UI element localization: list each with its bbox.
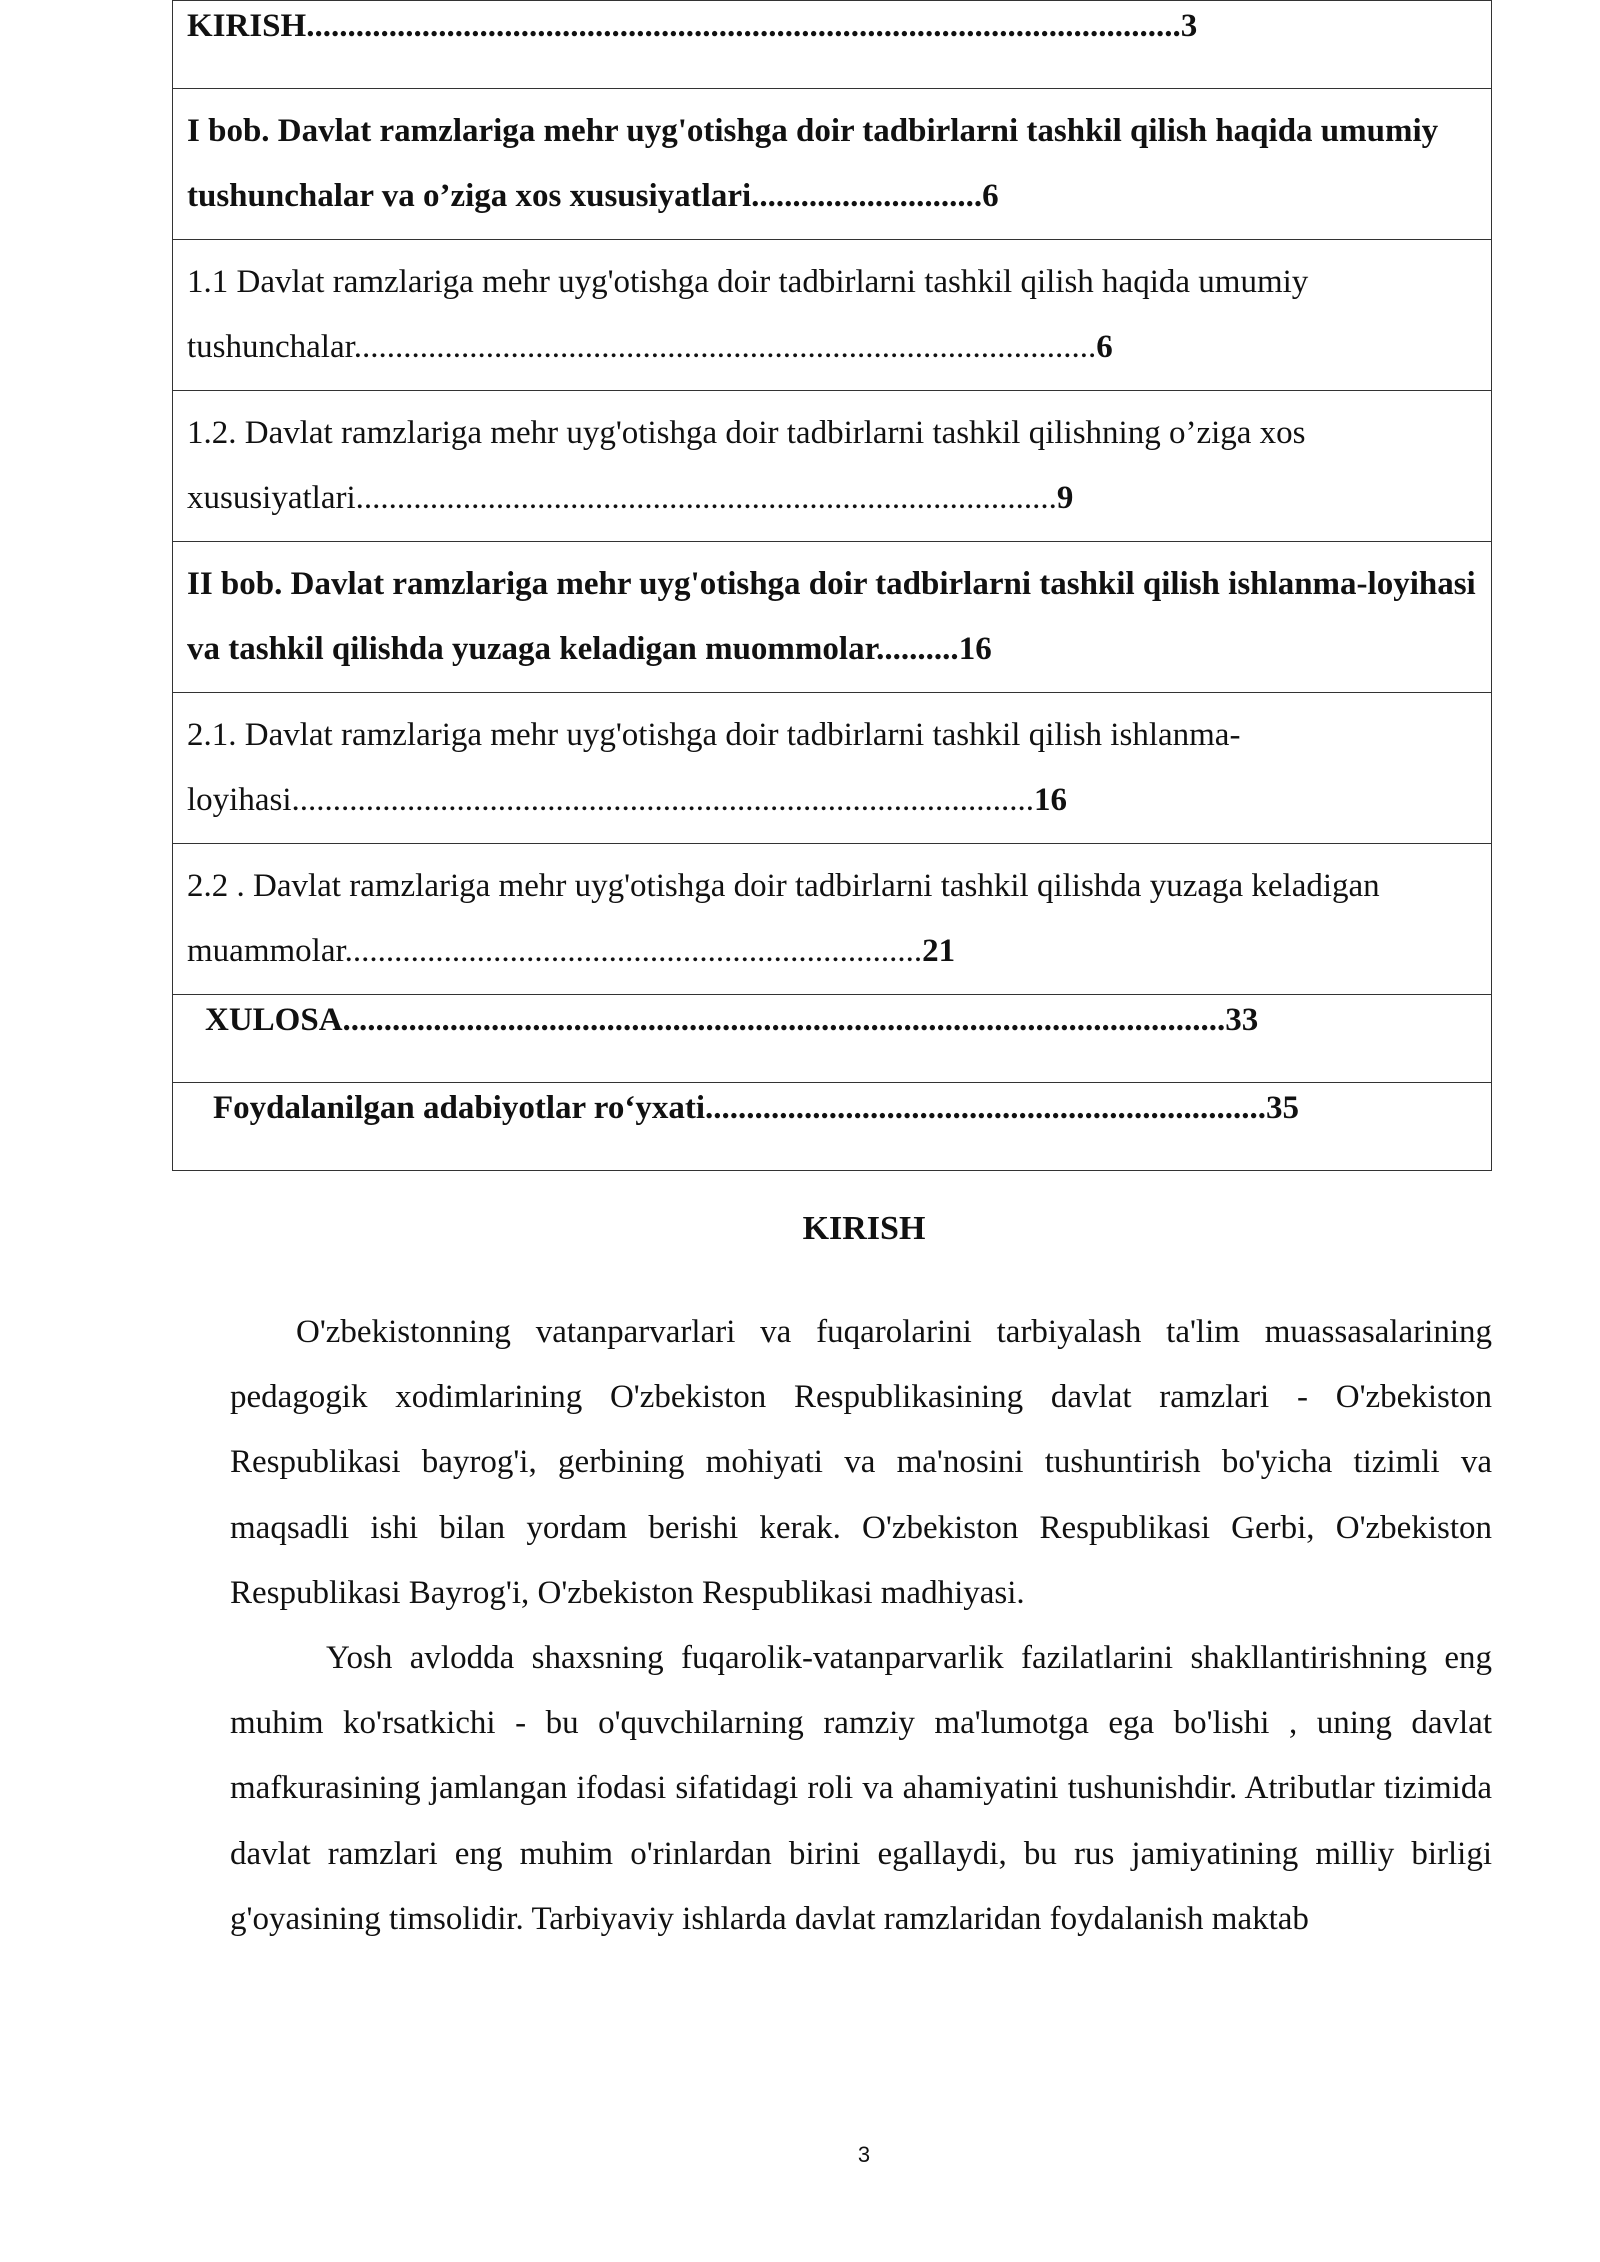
toc-row xyxy=(173,693,1492,844)
toc-entry: Foydalanilgan adabiyotlar ro‘yxati....................................................................35 xyxy=(173,1083,1492,1171)
toc-entry: 1.1 Davlat ramzlariga mehr uyg'otishga doir tadbirlarni tashkil qilish haqida umumiy tushunchalar..........................................................................................6 xyxy=(173,240,1492,391)
toc-row xyxy=(173,844,1492,995)
toc-entry: KIRISH..........................................................................................................3 xyxy=(173,1,1492,89)
page-number: 3 xyxy=(857,2142,871,2167)
toc-row xyxy=(173,89,1492,240)
toc-row xyxy=(173,542,1492,693)
toc-row xyxy=(173,1,1492,89)
toc-entry: I bob. Davlat ramzlariga mehr uyg'otishga doir tadbirlarni tashkil qilish haqida umumiy tushunchalar va o’ziga xos xususiyatlari............................6 xyxy=(173,89,1492,240)
toc-row xyxy=(173,995,1492,1083)
toc-entry: XULOSA...........................................................................................................33 xyxy=(173,995,1492,1083)
toc-entry: 1.2. Davlat ramzlariga mehr uyg'otishga doir tadbirlarni tashkil qilishning o’ziga xos xususiyatlari.....................................................................................9 xyxy=(173,391,1492,542)
paragraph: Yosh avlodda shaxsning fuqarolik-vatanparvarlik fazilatlarini shakllantirishning eng muhim ko'rsatkichi - bu o'quvchilarning ramziy ma'lumotga ega bo'lishi , uning davlat mafkurasining jamlangan ifodasi sifatidagi roli va ahamiyatini tushunishdir. Atributlar tizimida davlat ramzlari eng muhim o'rinlardan birini egallaydi, bu rus jamiyatining milliy birligi g'oyasining timsolidir. Tarbiyaviy ishlarda davlat ramzlaridan foydalanish maktab xyxy=(230,1640,1492,1937)
toc-row xyxy=(173,1083,1492,1171)
toc-entry: II bob. Davlat ramzlariga mehr uyg'otishga doir tadbirlarni tashkil qilish ishlanma-loyihasi va tashkil qilishda yuzaga keladigan muommolar..........16 xyxy=(173,542,1492,693)
section-title: KIRISH xyxy=(802,1210,926,1247)
toc-entry: 2.1. Davlat ramzlariga mehr uyg'otishga doir tadbirlarni tashkil qilish ishlanma-loyihasi..........................................................................................16 xyxy=(173,693,1492,844)
table-of-contents xyxy=(172,0,1492,1171)
toc-entry: 2.2 . Davlat ramzlariga mehr uyg'otishga doir tadbirlarni tashkil qilishda yuzaga keladigan muammolar......................................................................21 xyxy=(173,844,1492,995)
toc-row xyxy=(173,240,1492,391)
body-text xyxy=(230,1300,1492,1952)
paragraph: O'zbekistonning vatanparvarlari va fuqarolarini tarbiyalash ta'lim muassasalarining pedagogik xodimlarining O'zbekiston Respublikasining davlat ramzlari - O'zbekiston Respublikasi bayrog'i, gerbining mohiyati va ma'nosini tushuntirish bo'yicha tizimli va maqsadli ishi bilan yordam berishi kerak. O'zbekiston Respublikasi Gerbi, O'zbekiston Respublikasi Bayrog'i, O'zbekiston Respublikasi madhiyasi. xyxy=(230,1314,1492,1611)
toc-row xyxy=(173,391,1492,542)
